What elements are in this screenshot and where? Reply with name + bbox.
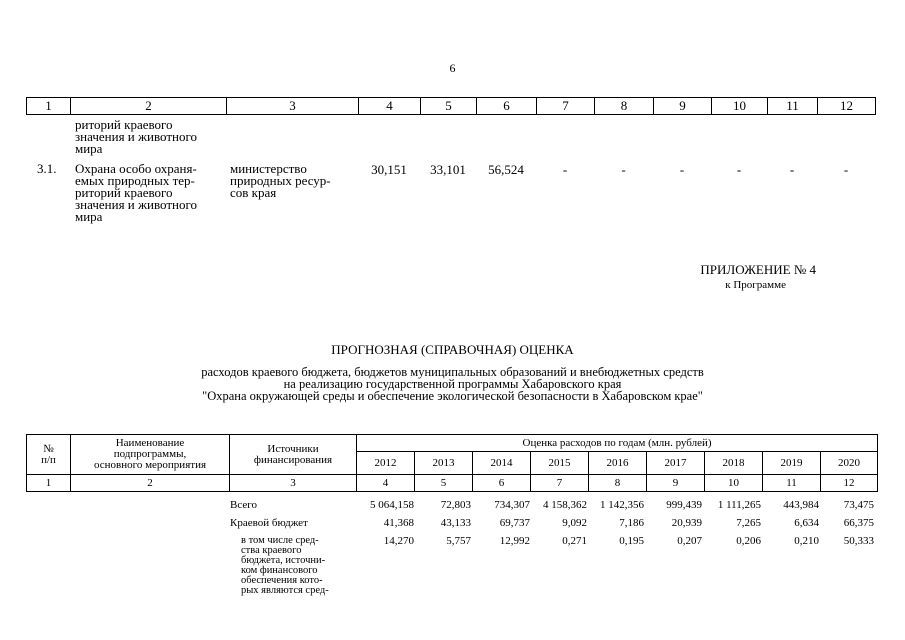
appendix-title: ПРИЛОЖЕНИЕ № 4 (700, 262, 816, 277)
cell-value: 0,206 (736, 535, 761, 547)
cell-value: 443,984 (783, 499, 819, 511)
index-cell: 3 (230, 475, 357, 492)
cell-value: 56,524 (488, 162, 524, 177)
year-header: 2019 (763, 452, 821, 475)
col-header: 8 (595, 98, 654, 115)
index-cell: 6 (473, 475, 531, 492)
row-label: Всего (230, 499, 257, 511)
cell-value: - (736, 162, 742, 177)
index-cell: 9 (647, 475, 705, 492)
col-header: 6 (477, 98, 537, 115)
cell-value: 0,195 (619, 535, 644, 547)
cell-value: - (843, 162, 849, 177)
subtitle-line: расходов краевого бюджета, бюджетов муниципальных образований и внебюджетных средств (201, 365, 704, 379)
year-header: 2020 (821, 452, 878, 475)
cell-value: 7,265 (736, 517, 761, 529)
index-cell: 7 (531, 475, 589, 492)
row-name: Охрана особо охраня- емых природных тер- риторий краевого значения и животного мира (75, 161, 197, 224)
cell-value: 14,270 (383, 535, 414, 547)
index-cell: 5 (415, 475, 473, 492)
cell-value: 7,186 (619, 517, 644, 529)
col-header: 5 (421, 98, 477, 115)
continuation-text: риторий краевого значения и животного мира (75, 117, 197, 156)
page-number: 6 (449, 61, 456, 75)
cell-value: - (562, 162, 568, 177)
subtitle-line: на реализацию государственной программы Хабаровского края (283, 377, 622, 391)
index-cell: 2 (71, 475, 230, 492)
cell-value: 50,333 (843, 535, 874, 547)
cell-value: 1 111,265 (717, 499, 761, 511)
row-number: 3.1. (37, 161, 57, 176)
cell-value: 43,133 (440, 517, 471, 529)
row-label-multiline: в том числе сред- ства краевого бюджета, источни- ком финансового обеспечения кото- рых являются сред- (241, 535, 329, 596)
cell-value: 4 158,362 (543, 499, 587, 511)
cell-value: 72,803 (440, 499, 471, 511)
cell-value: 69,737 (499, 517, 530, 529)
index-cell: 8 (589, 475, 647, 492)
cell-value: 9,092 (562, 517, 587, 529)
cell-value: 33,101 (430, 162, 466, 177)
year-header: 2015 (531, 452, 589, 475)
cell-value: 1 142,356 (600, 499, 644, 511)
col-header: 3 (227, 98, 359, 115)
year-header: 2017 (647, 452, 705, 475)
col-number-header: № п/п (27, 435, 71, 475)
col-header: 2 (71, 98, 227, 115)
index-cell: 1 (27, 475, 71, 492)
cell-value: 734,307 (494, 499, 530, 511)
cell-value: 0,271 (562, 535, 587, 547)
col-header: 12 (818, 98, 876, 115)
document-title: ПРОГНОЗНАЯ (СПРАВОЧНАЯ) ОЦЕНКА (331, 342, 574, 357)
years-group-header: Оценка расходов по годам (млн. рублей) (357, 435, 878, 452)
year-header: 2012 (357, 452, 415, 475)
year-header: 2016 (589, 452, 647, 475)
row-source: министерство природных ресур- сов края (230, 161, 331, 200)
row-label: Краевой бюджет (230, 517, 308, 529)
cell-value: 12,992 (499, 535, 530, 547)
year-header: 2013 (415, 452, 473, 475)
cell-value: 0,207 (677, 535, 702, 547)
index-cell: 11 (763, 475, 821, 492)
year-header: 2018 (705, 452, 763, 475)
year-header: 2014 (473, 452, 531, 475)
cell-value: 73,475 (843, 499, 874, 511)
col-source-header: Источники финансирования (230, 435, 357, 475)
cell-value: - (679, 162, 685, 177)
col-header: 7 (537, 98, 595, 115)
top-table-header (26, 97, 876, 115)
estimate-table-header (26, 434, 878, 492)
subtitle-line: "Охрана окружающей среды и обеспечение экологической безопасности в Хабаровском крае" (202, 389, 703, 403)
cell-value: 0,210 (794, 535, 819, 547)
appendix-subtitle: к Программе (725, 279, 786, 291)
index-cell: 10 (705, 475, 763, 492)
col-name-header: Наименование подпрограммы, основного мероприятия (71, 435, 230, 475)
col-header: 4 (359, 98, 421, 115)
cell-value: - (789, 162, 795, 177)
cell-value: 5 064,158 (370, 499, 414, 511)
col-header: 10 (712, 98, 768, 115)
index-cell: 4 (357, 475, 415, 492)
cell-value: 999,439 (666, 499, 702, 511)
cell-value: 20,939 (671, 517, 702, 529)
col-header: 11 (768, 98, 818, 115)
col-header: 9 (654, 98, 712, 115)
index-cell: 12 (821, 475, 878, 492)
col-header: 1 (27, 98, 71, 115)
cell-value: 66,375 (843, 517, 874, 529)
cell-value: 5,757 (446, 535, 471, 547)
cell-value: - (621, 162, 626, 177)
cell-value: 6,634 (794, 517, 819, 529)
cell-value: 30,151 (371, 162, 407, 177)
cell-value: 41,368 (383, 517, 414, 529)
